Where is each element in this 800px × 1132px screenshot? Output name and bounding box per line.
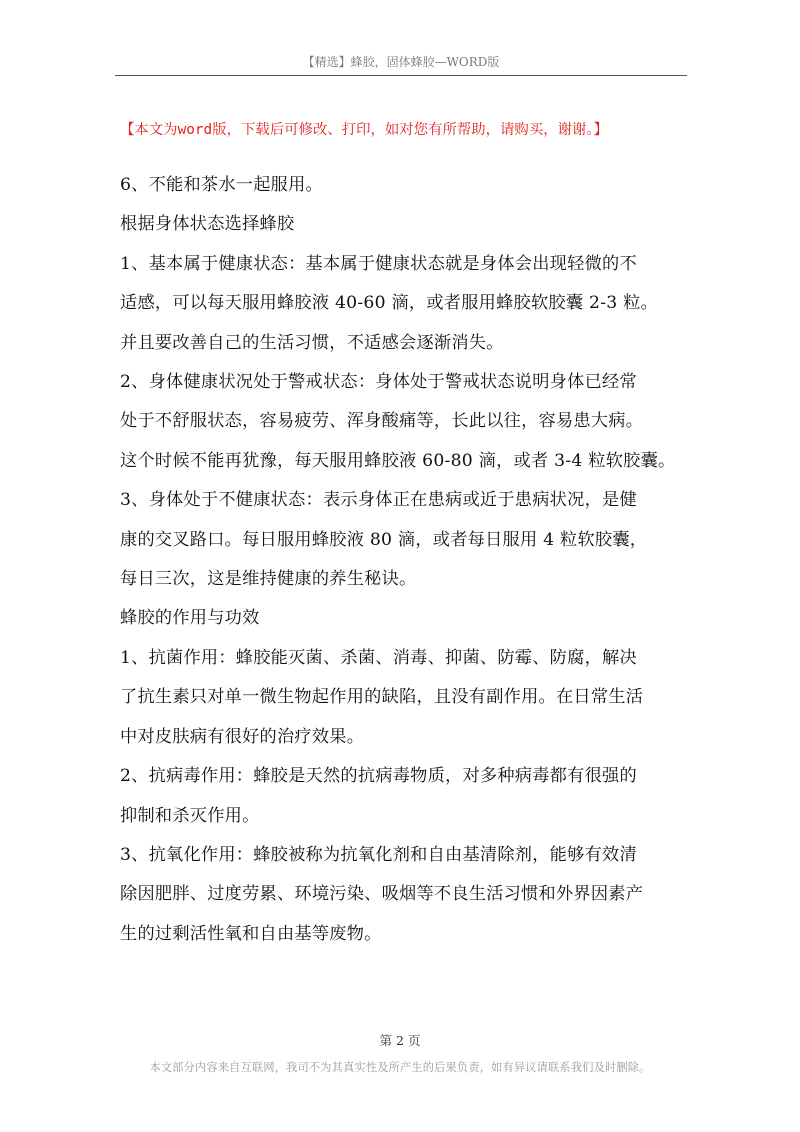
text-line: 2、抗病毒作用：蜂胶是天然的抗病毒物质，对多种病毒都有很强的 [120, 766, 637, 787]
text-line: 每日三次，这是维持健康的养生秘诀。 [120, 569, 417, 590]
text-line: 1、基本属于健康状态：基本属于健康状态就是身体会出现轻微的不 [120, 253, 637, 274]
section-heading [120, 599, 686, 638]
text-line: 生的过剩活性氧和自由基等废物。 [120, 923, 382, 944]
paragraph [120, 363, 686, 481]
page-number: 第 2 页 [379, 1033, 421, 1048]
text-line: 了抗生素只对单一微生物起作用的缺陷，且没有副作用。在日常生活 [120, 687, 644, 708]
section-heading [120, 205, 686, 244]
paragraph [120, 639, 686, 757]
text-line: 中对皮肤病有很好的治疗效果。 [120, 726, 365, 747]
footer-disclaimer: 本文部分内容来自互联网，我司不为其真实性及所产生的后果负责，如有异议请联系我们及时删除。 [149, 1061, 651, 1074]
text-line: 2、身体健康状况处于警戒状态：身体处于警戒状态说明身体已经常 [120, 372, 637, 393]
paragraph [120, 836, 686, 954]
text-line: 这个时候不能再犹豫，每天服用蜂胶液 60-80 滴，或者 3-4 粒软胶囊。 [120, 450, 676, 471]
text-line: 适感，可以每天服用蜂胶液 40-60 滴，或者服用蜂胶软胶囊 2-3 粒。 [120, 293, 659, 314]
page-header: 【精选】蜂胶，固体蜂胶—WORD版 [302, 55, 500, 69]
text-line: 处于不舒服状态，容易疲劳、浑身酸痛等，长此以往，容易患大病。 [120, 411, 644, 432]
text-line: 除因肥胖、过度劳累、环境污染、吸烟等不良生活习惯和外界因素产 [120, 884, 644, 905]
text-line: 并且要改善自己的生活习惯，不适感会逐渐消失。 [120, 332, 504, 353]
text-line: 根据身体状态选择蜂胶 [120, 214, 295, 235]
text-line: 6、不能和茶水一起服用。 [120, 175, 323, 195]
text-line: 蜂胶的作用与功效 [120, 608, 260, 629]
paragraph [120, 166, 686, 205]
text-line: 康的交叉路口。每日服用蜂胶液 80 滴，或者每日服用 4 粒软胶囊， [120, 529, 648, 550]
purchase-notice: 【本文为word版，下载后可修改、打印，如对您有所帮助，请购买，谢谢。】 [120, 122, 608, 138]
paragraph [120, 245, 686, 363]
text-line: 1、抗菌作用：蜂胶能灭菌、杀菌、消毒、抑菌、防霉、防腐，解决 [120, 647, 637, 668]
document-body [120, 166, 686, 954]
text-line: 抑制和杀灭作用。 [120, 805, 260, 826]
text-line: 3、身体处于不健康状态：表示身体正在患病或近于患病状况，是健 [120, 490, 637, 511]
text-line: 3、抗氧化作用：蜂胶被称为抗氧化剂和自由基清除剂，能够有效清 [120, 844, 637, 865]
paragraph [120, 757, 686, 836]
paragraph [120, 481, 686, 599]
header-divider [115, 75, 687, 76]
